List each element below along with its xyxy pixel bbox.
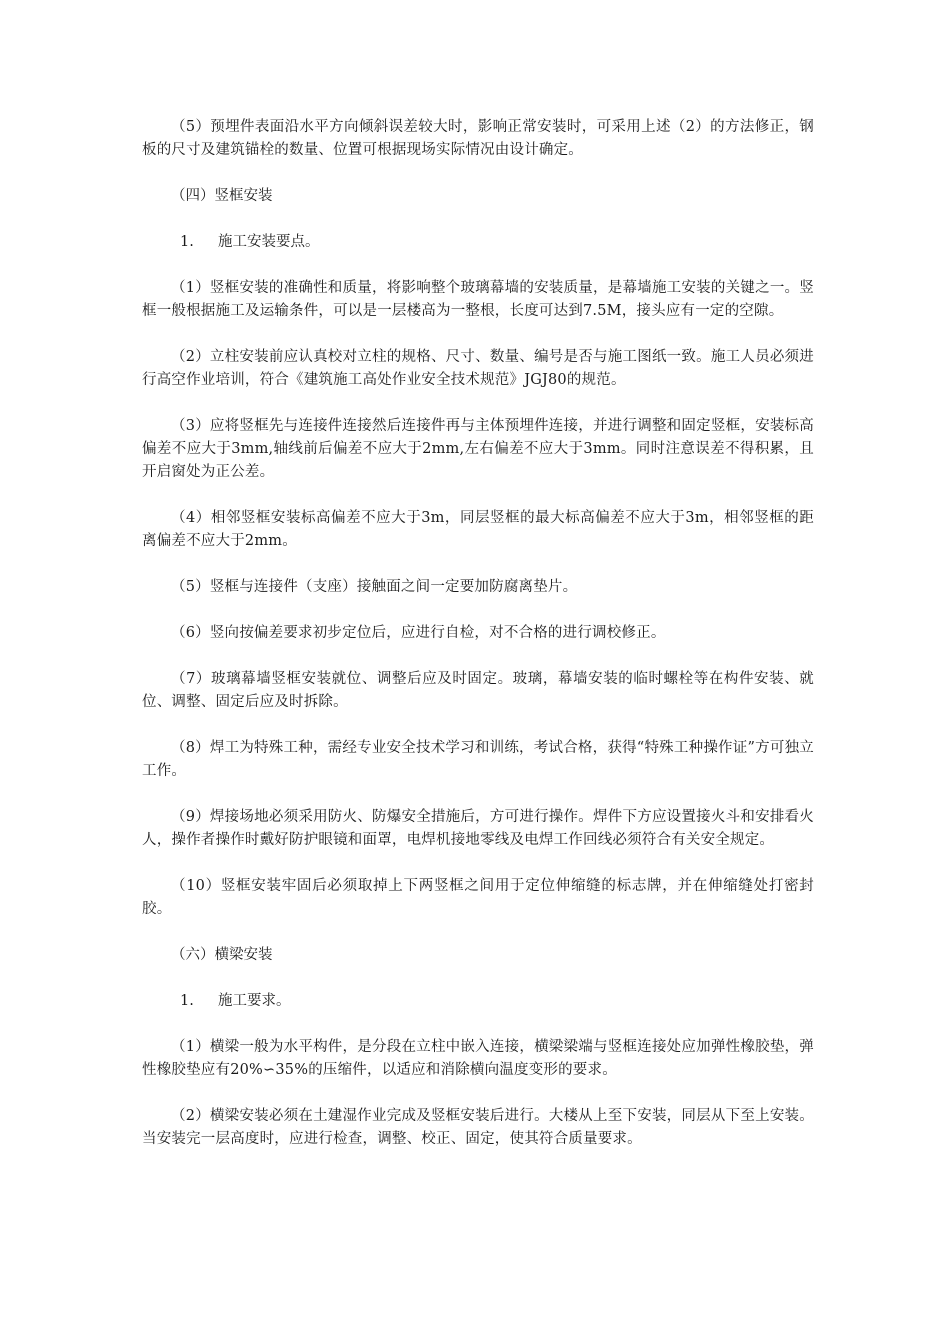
item-text: 施工要求。	[218, 993, 291, 1009]
paragraph: （5）竖框与连接件（支座）接触面之间一定要加防腐离垫片。	[171, 579, 578, 595]
paragraph: （3）应将竖框先与连接件连接然后连接件再与主体预埋件连接，并进行调整和固定竖框，安装标高偏差不应大于3mm,轴线前后偏差不应大于2mm,左右偏差不应大于3mm。同时注意误差不得积累，且开启窗处为正公差。	[142, 418, 814, 480]
item-number: 1.	[180, 234, 194, 250]
paragraph: （2）立柱安装前应认真校对立柱的规格、尺寸、数量、编号是否与施工图纸一致。施工人员必须进行高空作业培训，符合《建筑施工高处作业安全技术规范》JGJ80的规范。	[142, 349, 814, 388]
paragraph: （7）玻璃幕墙竖框安装就位、调整后应及时固定。玻璃，幕墙安装的临时螺栓等在构件安装、就位、调整、固定后应及时拆除。	[142, 671, 814, 710]
paragraph: （9）焊接场地必须采用防火、防爆安全措施后，方可进行操作。焊件下方应设置接火斗和安排看火人，操作者操作时戴好防护眼镜和面罩，电焊机接地零线及电焊工作回线必须符合有关安全规定。	[142, 809, 814, 848]
paragraph: （1）横梁一般为水平构件，是分段在立柱中嵌入连接，横梁梁端与竖框连接处应加弹性橡胶垫，弹性橡胶垫应有20%∽35%的压缩件，以适应和消除横向温度变形的要求。	[142, 1039, 814, 1078]
paragraph: （4）相邻竖框安装标高偏差不应大于3m，同层竖框的最大标高偏差不应大于3m，相邻竖框的距离偏差不应大于2mm。	[142, 510, 814, 549]
section-heading: （六）横梁安装	[171, 947, 273, 963]
paragraph: （2）横梁安装必须在土建湿作业完成及竖框安装后进行。大楼从上至下安装，同层从下至上安装。当安装完一层高度时，应进行检查，调整、校正、固定，使其符合质量要求。	[142, 1108, 814, 1147]
numbered-item	[142, 231, 814, 254]
item-text: 施工安装要点。	[218, 234, 320, 250]
paragraph: （10）竖框安装牢固后必须取掉上下两竖框之间用于定位伸缩缝的标志牌，并在伸缩缝处打密封胶。	[142, 878, 814, 917]
item-number: 1.	[180, 993, 194, 1009]
document-page	[142, 116, 814, 1174]
section-heading: （四）竖框安装	[171, 188, 273, 204]
numbered-item	[142, 990, 814, 1013]
paragraph: （6）竖向按偏差要求初步定位后，应进行自检，对不合格的进行调校修正。	[171, 625, 666, 641]
paragraph: （1）竖框安装的准确性和质量，将影响整个玻璃幕墙的安装质量，是幕墙施工安装的关键之一。竖框一般根据施工及运输条件，可以是一层楼高为一整根，长度可达到7.5M，接头应有一定的空隙。	[142, 280, 814, 319]
paragraph: （8）焊工为特殊工种，需经专业安全技术学习和训练，考试合格，获得“特殊工种操作证”方可独立工作。	[142, 740, 814, 779]
paragraph: （5）预埋件表面沿水平方向倾斜误差较大时，影响正常安装时，可采用上述（2）的方法修正，钢板的尺寸及建筑锚栓的数量、位置可根据现场实际情况由设计确定。	[142, 119, 814, 158]
